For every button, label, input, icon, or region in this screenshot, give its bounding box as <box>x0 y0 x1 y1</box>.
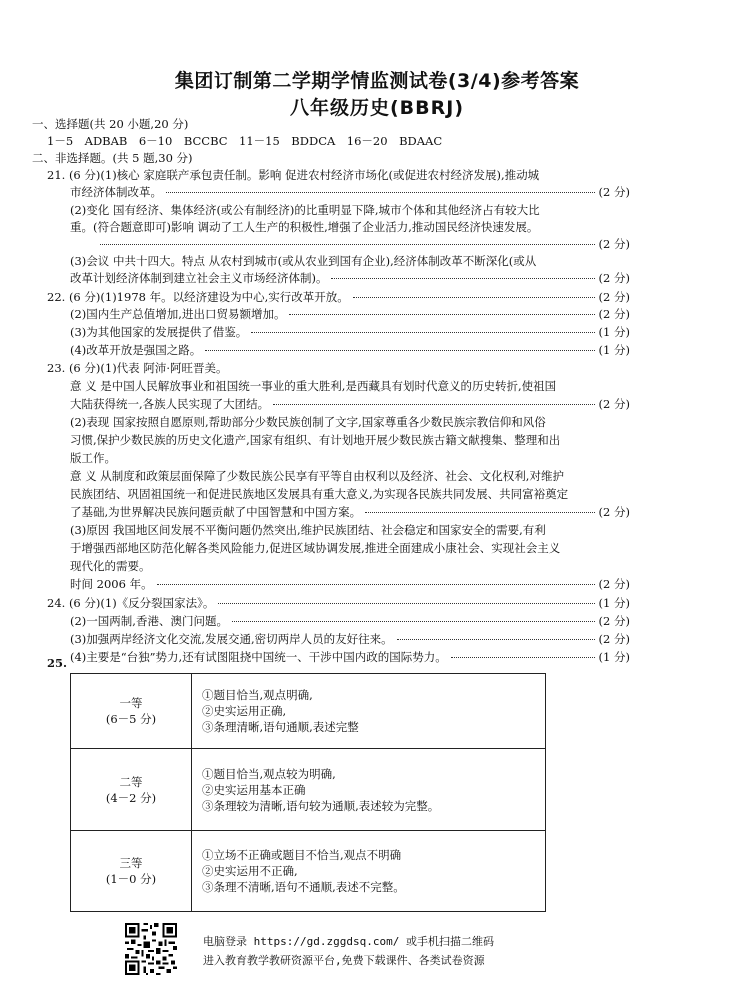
q24-line1 <box>47 596 630 611</box>
dot-leader <box>232 621 595 622</box>
q22-line2 <box>70 307 630 322</box>
q23-line10: (3)原因 我国地区间发展不平衡问题仍然突出,维护民族团结、社会稳定和国家安全的需要,有利 <box>70 523 546 537</box>
dot-leader <box>331 278 594 279</box>
dot-leader <box>397 639 595 640</box>
criterion: ①题目恰当,观点明确, <box>202 688 313 702</box>
q24-line4-text: (4)主要是“台独”势力,还有试图阻挠中国统一、干涉中国内政的国际势力。 <box>70 650 447 664</box>
q25-label: 25. <box>47 656 68 670</box>
q22-line4-text: (4)改革开放是强国之路。 <box>70 343 202 357</box>
q23-line3 <box>70 397 630 412</box>
grade-label: 二等 <box>119 774 143 789</box>
dot-leader <box>451 657 595 658</box>
criteria-cell <box>192 831 546 912</box>
q24-line1-text: 24. (6 分)(1)《反分裂国家法》。 <box>47 596 215 610</box>
q24-line4 <box>70 650 630 665</box>
criterion: ②史实运用基本正确 <box>202 782 306 797</box>
grade-cell <box>71 674 192 749</box>
q23-line6: 版工作。 <box>70 451 116 465</box>
q23-line13-points: (2 分) <box>598 577 630 591</box>
q22-line1 <box>47 290 630 305</box>
dot-leader <box>365 512 594 513</box>
criteria-cell <box>192 674 546 749</box>
q23-line1: 23. (6 分)(1)代表 阿沛·阿旺晋美。 <box>47 361 228 375</box>
q21-line4: 重。(符合题意即可)影响 调动了工人生产的积极性,增强了企业活力,推动国民经济快速发展。 <box>70 220 539 234</box>
criterion: ②史实运用正确, <box>202 704 287 718</box>
q21-line7-text: 改革计划经济体制到建立社会主义市场经济体制)。 <box>70 271 328 285</box>
q21-line2 <box>70 185 630 200</box>
dot-leader <box>218 603 594 604</box>
q21-line3: (2)变化 国有经济、集体经济(或公有制经济)的比重明显下降,城市个体和其他经济占有较大比 <box>70 203 540 217</box>
criterion: ③条理清晰,语句通顺,表述完整 <box>202 720 359 734</box>
q23-line3-text: 大陆获得统一,各族人民实现了大团结。 <box>70 397 270 411</box>
q22-line3 <box>70 325 630 340</box>
q24-line2 <box>70 614 630 629</box>
q23-line5: 习惯,保护少数民族的历史文化遗产,国家有组织、有计划地开展少数民族古籍文献搜集、整理和出 <box>70 433 561 447</box>
q24-line1-points: (1 分) <box>598 596 630 610</box>
grade-score: (1－0 分) <box>105 872 157 886</box>
criterion: ①立场不正确或题目不恰当,观点不明确 <box>202 848 402 862</box>
table-row <box>71 749 546 831</box>
q22-line3-text: (3)为其他国家的发展提供了借鉴。 <box>70 325 248 339</box>
q23-line9-points: (2 分) <box>598 505 630 519</box>
dot-leader <box>273 404 594 405</box>
dot-leader <box>100 244 595 245</box>
footer-line2: 进入教育教学教研资源平台,免费下载课件、各类试卷资源 <box>203 954 485 967</box>
q21-line1: 21. (6 分)(1)核心 家庭联产承包责任制。影响 促进农村经济市场化(或促进农村经济发展),推动城 <box>47 168 540 182</box>
dot-leader <box>353 297 595 298</box>
q22-line4 <box>70 343 630 358</box>
dot-leader <box>251 332 594 333</box>
q23-line9 <box>70 505 630 520</box>
grade-score: (4－2 分) <box>105 790 157 805</box>
q23-line8: 民族团结、巩固祖国统一和促进民族地区发展具有重大意义,为实现各民族共同发展、共同富裕奠定 <box>70 487 569 501</box>
criterion: ③条理较为清晰,语句较为通顺,表述较为完整。 <box>202 798 440 813</box>
q22-line3-points: (1 分) <box>598 325 630 339</box>
q22-line2-text: (2)国内生产总值增加,进出口贸易额增加。 <box>70 307 286 321</box>
q24-line2-text: (2)一国两制,香港、澳门问题。 <box>70 614 228 628</box>
table-row <box>71 831 546 912</box>
q23-line9-text: 了基础,为世界解决民族问题贡献了中国智慧和中国方案。 <box>70 505 362 519</box>
q23-line11: 于增强西部地区防范化解各类风险能力,促进区域协调发展,推进全面建成小康社会、实现社会主义 <box>70 541 561 555</box>
dot-leader <box>157 584 595 585</box>
q22-line1-text: 22. (6 分)(1)1978 年。以经济建设为中心,实行改革开放。 <box>47 290 349 304</box>
grade-label: 三等 <box>119 856 143 870</box>
q21-line5-points: (2 分) <box>598 237 630 251</box>
q22-line1-points: (2 分) <box>598 290 630 304</box>
dot-leader <box>205 350 594 351</box>
section2-heading: 二、非选择题。(共 5 题,30 分) <box>32 151 193 165</box>
q23-line3-points: (2 分) <box>598 397 630 411</box>
criterion: ②史实运用不正确, <box>202 864 298 878</box>
section1-answers: 1－5 ADBAB 6－10 BCCBC 11－15 BDDCA 16－20 BDAAC <box>47 134 443 148</box>
q22-line4-points: (1 分) <box>598 343 630 357</box>
grade-cell <box>71 749 192 831</box>
q21-line5 <box>100 237 630 252</box>
q21-line2-text: 市经济体制改革。 <box>70 185 162 199</box>
criterion: ①题目恰当,观点较为明确, <box>202 766 336 781</box>
dot-leader <box>166 192 595 193</box>
page-subtitle: 八年级历史(BBRJ) <box>289 97 465 119</box>
q23-line4: (2)表现 国家按照自愿原则,帮助部分少数民族创制了文字,国家尊重各少数民族宗教信仰和风俗 <box>70 415 546 429</box>
q21-line6: (3)会议 中共十四大。特点 从农村到城市(或从农业到国有企业),经济体制改革不断深化(或从 <box>70 254 537 268</box>
q24-line3 <box>70 632 630 647</box>
table-row <box>71 674 546 749</box>
dot-leader <box>289 314 594 315</box>
q23-line7: 意 义 从制度和政策层面保障了少数民族公民享有平等自由权利以及经济、社会、文化权利,对维护 <box>70 469 564 483</box>
q23-line13 <box>70 577 630 592</box>
q21-line7 <box>70 271 630 286</box>
q23-line12: 现代化的需要。 <box>70 559 151 573</box>
q24-line3-text: (3)加强两岸经济文化交流,发展交通,密切两岸人员的友好往来。 <box>70 632 393 646</box>
q23-line13-text: 时间 2006 年。 <box>70 577 153 591</box>
grade-label: 一等 <box>119 696 143 710</box>
q21-line7-points: (2 分) <box>598 271 630 285</box>
q24-line4-points: (1 分) <box>598 650 630 664</box>
criterion: ③条理不清晰,语句不通顺,表述不完整。 <box>202 880 405 894</box>
q23-line2: 意 义 是中国人民解放事业和祖国统一事业的重大胜利,是西藏具有划时代意义的历史转折,使祖国 <box>70 379 557 393</box>
q21-line2-points: (2 分) <box>598 185 630 199</box>
footer-line1: 电脑登录 https://gd.zggdsq.com/ 或手机扫描二维码 <box>203 935 494 948</box>
page-title: 集团订制第二学期学情监测试卷(3/4)参考答案 <box>174 70 580 92</box>
grade-score: (6－5 分) <box>105 712 157 726</box>
q24-line2-points: (2 分) <box>598 614 630 628</box>
scoring-rubric-table <box>70 673 546 912</box>
section1-heading: 一、选择题(共 20 小题,20 分) <box>32 117 189 131</box>
grade-cell <box>71 831 192 912</box>
qr-code-icon[interactable] <box>125 923 177 975</box>
q22-line2-points: (2 分) <box>598 307 630 321</box>
q24-line3-points: (2 分) <box>598 632 630 646</box>
criteria-cell <box>192 749 546 831</box>
